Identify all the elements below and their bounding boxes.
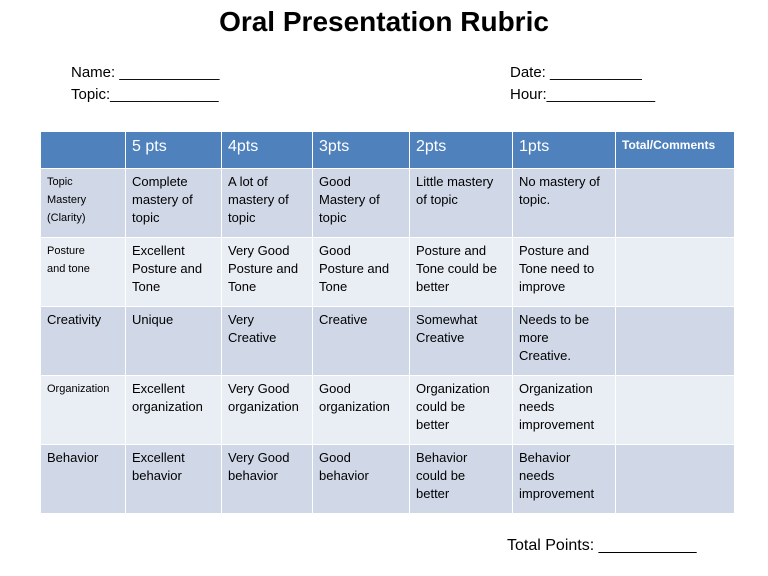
score-cell-total-comments[interactable] [616, 376, 735, 445]
score-cell-4pts: A lot of mastery of topic [222, 169, 313, 238]
score-cell-total-comments[interactable] [616, 238, 735, 307]
header-cell-4pts: 4pts [222, 132, 313, 169]
score-cell-5pts: Unique [126, 307, 222, 376]
score-cell-2pts: Posture and Tone could be better [410, 238, 513, 307]
hour-field: Hour:_____________ [510, 86, 656, 103]
table-row [41, 307, 735, 376]
score-cell-total-comments[interactable] [616, 307, 735, 376]
score-cell-1pts: No mastery of topic. [513, 169, 616, 238]
score-cell-5pts: Excellent Posture and Tone [126, 238, 222, 307]
page-title: Oral Presentation Rubric [219, 6, 549, 37]
table-row [41, 169, 735, 238]
criterion-cell: Organization [41, 376, 126, 445]
name-field: Name: ____________ [71, 64, 220, 81]
score-cell-2pts: Somewhat Creative [410, 307, 513, 376]
table-row [41, 376, 735, 445]
score-cell-1pts: Needs to be more Creative. [513, 307, 616, 376]
score-cell-1pts: Behavior needs improvement [513, 445, 616, 514]
score-cell-3pts: Good Mastery of topic [313, 169, 410, 238]
criterion-cell: Behavior [41, 445, 126, 514]
score-cell-total-comments[interactable] [616, 169, 735, 238]
score-cell-3pts: Good behavior [313, 445, 410, 514]
score-cell-total-comments[interactable] [616, 445, 735, 514]
criterion-cell: Creativity [41, 307, 126, 376]
score-cell-5pts: Excellent organization [126, 376, 222, 445]
score-cell-1pts: Posture and Tone need to improve [513, 238, 616, 307]
header-cell-5pts: 5 pts [126, 132, 222, 169]
score-cell-3pts: Creative [313, 307, 410, 376]
table-row [41, 238, 735, 307]
score-cell-1pts: Organization needs improvement [513, 376, 616, 445]
header-cell-total-comments: Total/Comments [616, 132, 735, 169]
score-cell-5pts: Complete mastery of topic [126, 169, 222, 238]
criterion-cell: Posture and tone [41, 238, 126, 307]
header-cell-3pts: 3pts [313, 132, 410, 169]
rubric-table [40, 131, 735, 514]
header-cell-2pts: 2pts [410, 132, 513, 169]
header-cell-1pts: 1pts [513, 132, 616, 169]
score-cell-2pts: Organization could be better [410, 376, 513, 445]
score-cell-2pts: Little mastery of topic [410, 169, 513, 238]
date-field: Date: ___________ [510, 64, 642, 81]
score-cell-3pts: Good Posture and Tone [313, 238, 410, 307]
score-cell-4pts: Very Creative [222, 307, 313, 376]
score-cell-4pts: Very Good Posture and Tone [222, 238, 313, 307]
score-cell-4pts: Very Good organization [222, 376, 313, 445]
criterion-cell: Topic Mastery (Clarity) [41, 169, 126, 238]
table-row [41, 445, 735, 514]
topic-field: Topic:_____________ [71, 86, 219, 103]
score-cell-2pts: Behavior could be better [410, 445, 513, 514]
score-cell-5pts: Excellent behavior [126, 445, 222, 514]
header-row [41, 132, 735, 169]
total-points-field: Total Points: ___________ [507, 537, 697, 554]
score-cell-4pts: Very Good behavior [222, 445, 313, 514]
header-cell-category [41, 132, 126, 169]
score-cell-3pts: Good organization [313, 376, 410, 445]
